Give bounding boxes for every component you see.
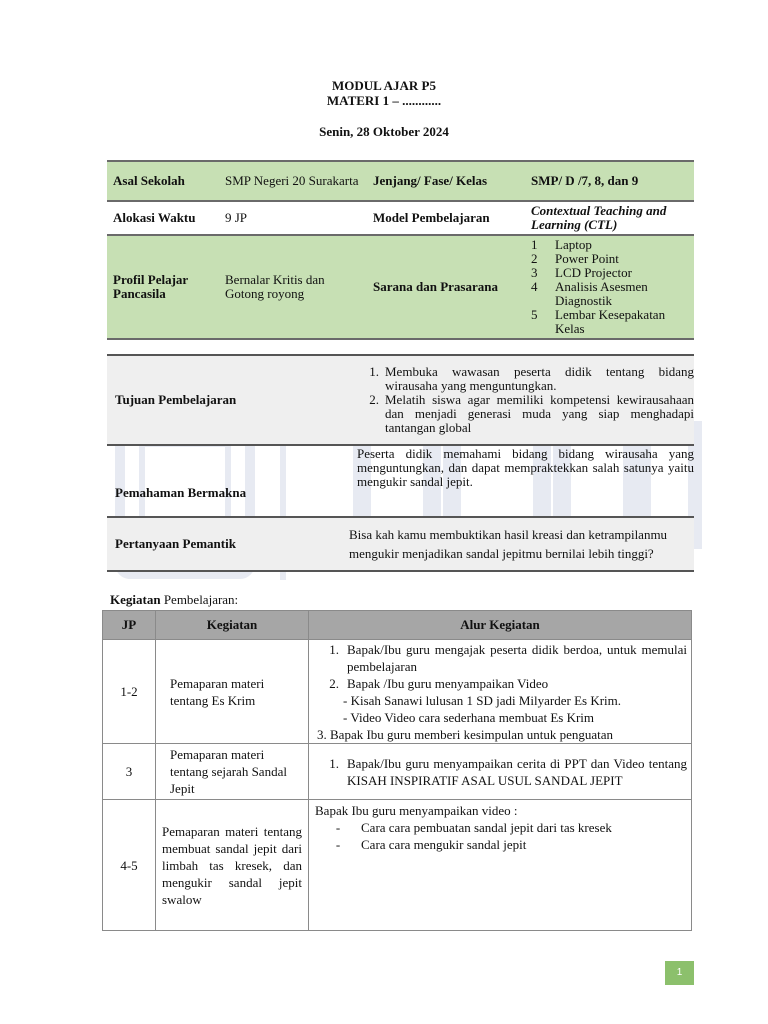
list-item: 5 Lembar Kesepakatan Kelas: [531, 307, 666, 336]
table-row: 1-2 Pemaparan materi tentang Es Krim 1. Bapak/Ibu guru mengajak peserta didik berdoa, untuk memulai pembelajaran 2. Bapak /Ibu guru menyampaikan Video - Kisah Sanawi lulusan 1 SD jadi Milyarder Es Krim. - Video Video cara sederhana membuat Es Krim 3. Bapak Ibu guru memberi kesimpulan untuk penguatan: [103, 640, 692, 744]
col-kegiatan: Kegiatan: [156, 611, 309, 640]
table-row: 3 Pemaparan materi tentang sejarah Sandal Jepit 1. Bapak/Ibu guru menyampaikan cerita di PPT dan Video tentang KISAH INSPIRATIF ASAL USUL SANDAL JEPIT: [103, 744, 692, 800]
list-item: 1. Bapak/Ibu guru mengajak peserta didik berdoa, untuk memulai pembelajaran: [329, 641, 687, 674]
profil-value: Bernalar Kritis dan Gotong royong: [219, 235, 367, 339]
jenjang-value: SMP/ D /7, 8, dan 9: [525, 161, 694, 201]
list-item: 2. Melatih siswa agar memiliki kompetensi kewirausahaan dan menjadi generasi muda yang siap menghadapi tantangan global: [369, 392, 694, 435]
identity-table: [107, 160, 694, 340]
jenjang-label: Jenjang/ Fase/ Kelas: [367, 161, 525, 201]
list-item: 4 Analisis Asesmen Diagnostik: [531, 279, 648, 308]
asal-sekolah-label: Asal Sekolah: [107, 161, 219, 201]
kegiatan-title: Kegiatan Pembelajaran:: [110, 592, 239, 607]
list-item: 2. Bapak /Ibu guru menyampaikan Video: [329, 675, 549, 691]
objectives-table: [107, 354, 694, 572]
list-item: 2 Power Point: [531, 251, 619, 266]
alokasi-label: Alokasi Waktu: [113, 210, 196, 225]
list-item: 1 Laptop: [531, 237, 592, 252]
document-header: [0, 78, 768, 108]
document-subtitle: MATERI 1 – ............: [326, 93, 442, 108]
list-item: - Cara cara pembuatan sandal jepit dari tas kresek: [335, 820, 612, 835]
col-alur: Alur Kegiatan: [309, 611, 692, 640]
pemahaman-text: Peserta didik memahami bidang bidang wirausaha yang menguntungkan, dan dapat mempraktekkan salah satunya yaitu mengukir sandal jepit.: [357, 446, 694, 489]
table-row: 4-5 Pemaparan materi tentang membuat sandal jepit dari limbah tas kresek, dan mengukir sandal jepit swalow Bapak Ibu guru menyampaikan video : - Cara cara pembuatan sandal jepit dari tas kresek - Cara cara mengukir sandal jepit: [103, 800, 692, 931]
asal-sekolah-value: SMP Negeri 20 Surakarta: [219, 161, 367, 201]
pemahaman-label: Pemahaman Bermakna: [115, 484, 247, 500]
tujuan-label: Tujuan Pembelajaran: [107, 355, 349, 445]
tujuan-list: [357, 365, 694, 435]
col-jp: JP: [103, 611, 156, 640]
sarana-label: Sarana dan Prasarana: [367, 235, 525, 339]
kegiatan-table: [102, 610, 692, 931]
row-asal-sekolah: [107, 161, 694, 201]
list-item: - Cara cara mengukir sandal jepit: [335, 837, 527, 852]
pertanyaan-label: Pertanyaan Pemantik: [107, 517, 349, 571]
document-date: Senin, 28 Oktober 2024: [319, 124, 449, 139]
list-item: 1. Membuka wawasan peserta didik tentang bidang wirausaha yang menguntungkan.: [369, 364, 694, 393]
list-item: 3 LCD Projector: [531, 265, 632, 280]
row-profil-pelajar: [107, 235, 694, 339]
model-label: Model Pembelajaran: [373, 210, 490, 225]
page-number-badge: 1: [665, 961, 694, 985]
row-tujuan: [107, 355, 694, 445]
row-pertanyaan: [107, 517, 694, 571]
sarana-list: [531, 238, 688, 336]
row-pemahaman: [107, 445, 694, 517]
sarana-list-cell: [525, 235, 694, 339]
model-value: Contextual Teaching and Learning (CTL): [531, 203, 667, 232]
alokasi-value: 9 JP: [225, 210, 248, 225]
document-title: MODUL AJAR P5: [332, 78, 436, 93]
kegiatan-header-row: [103, 611, 692, 640]
list-item: 1. Bapak/Ibu guru menyampaikan cerita di PPT dan Video tentang KISAH INSPIRATIF ASAL USUL SANDAL JEPIT: [329, 755, 687, 788]
profil-label: Profil Pelajar Pancasila: [107, 235, 219, 339]
pertanyaan-text: Bisa kah kamu membuktikan hasil kreasi dan ketrampilanmu mengukir menjadikan sandal jepitmu bernilai lebih tinggi?: [349, 517, 694, 571]
row-alokasi-waktu: [107, 201, 694, 235]
